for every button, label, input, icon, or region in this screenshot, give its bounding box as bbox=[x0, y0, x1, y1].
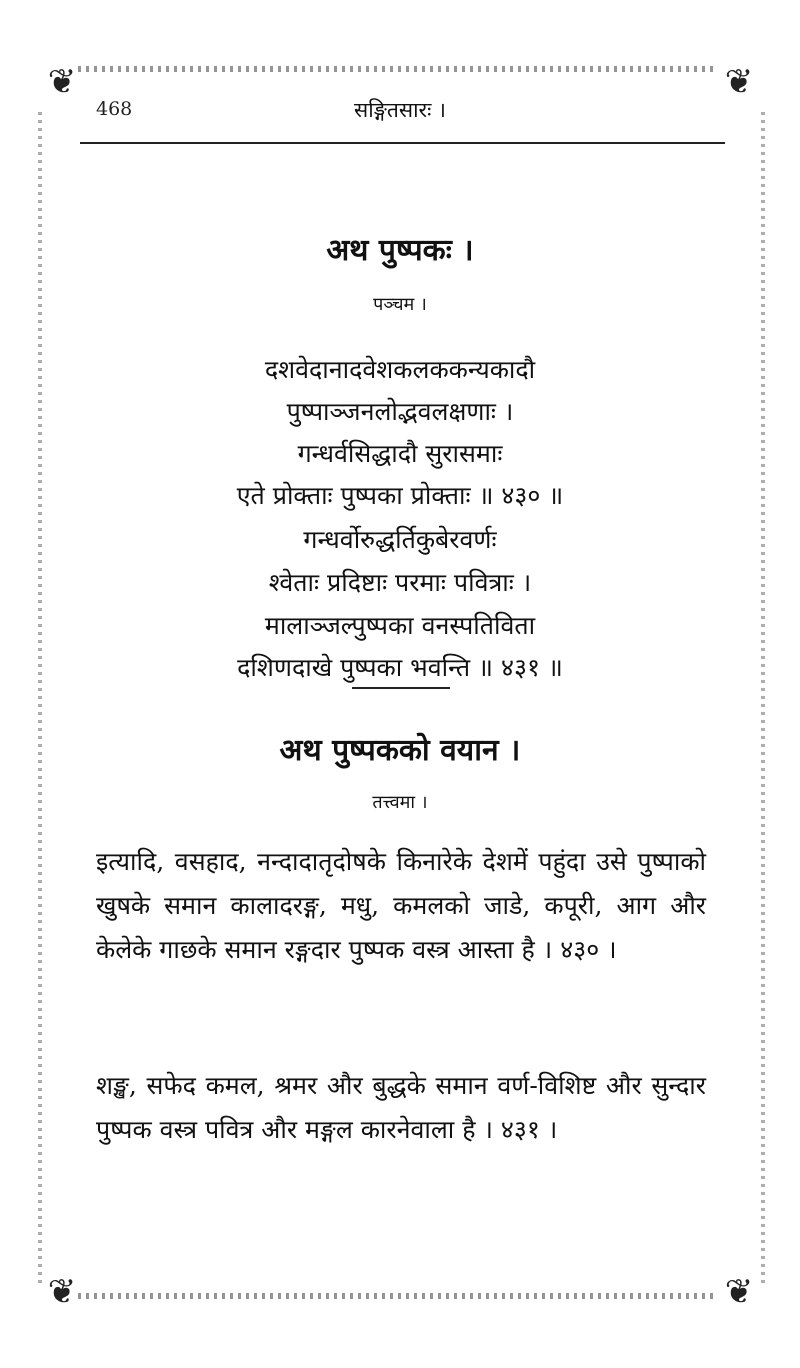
meter-label: पञ्चम । bbox=[373, 294, 427, 315]
corner-ornament-icon: ❦ bbox=[724, 1272, 754, 1312]
meter-label: तत्त्वमा । bbox=[372, 792, 428, 813]
section-divider bbox=[352, 687, 450, 689]
corner-ornament-icon: ❦ bbox=[47, 1272, 77, 1312]
verse-line: मालाञ्जल्पुष्पका वनस्पतिविता bbox=[264, 611, 536, 640]
verse-line: श्वेताः प्रदिष्टाः परमाः पवित्राः । bbox=[268, 568, 532, 597]
header-rule bbox=[80, 142, 725, 144]
decorative-border-top bbox=[78, 66, 718, 72]
verse-line: गन्धर्वसिद्धादौ सुरासमाः bbox=[297, 439, 503, 468]
verse-line: दशवेदानादवेशकलककन्यकादौ bbox=[264, 355, 536, 384]
corner-ornament-icon: ❦ bbox=[47, 62, 77, 102]
section-title: अथ पुष्पकः । bbox=[326, 233, 474, 268]
section-title: अथ पुष्पकको वयान । bbox=[279, 733, 521, 768]
decorative-border-right bbox=[761, 112, 765, 1287]
commentary-paragraph: शङ्ख, सफेद कमल, श्रमर और बुद्धके समान वर्ण-विशिष्ट और सुन्दार पुष्पक वस्त्र पवित्र और मङ्गल कारनेवाला है । ४३१ । bbox=[96, 1071, 706, 1144]
verse-line: गन्धर्वोरुद्धर्तिकुबेरवर्णः bbox=[303, 525, 497, 554]
corner-ornament-icon: ❦ bbox=[724, 62, 754, 102]
verse-line: पुष्पाञ्जनलोद्भवलक्षणाः । bbox=[286, 397, 514, 426]
running-title: सङ्गितसारः । bbox=[354, 98, 446, 122]
decorative-border-left bbox=[38, 112, 42, 1287]
commentary-paragraph: इत्यादि, वसहाद, नन्दादातृदोषके किनारेके देशमें पहुंदा उसे पुष्पाको खुषके समान कालादरङ्ग, मधु, कमलको जाडे, कपूरी, आग और केलेके गाछके समान रङ्गदार पुष्पक वस्त्र आस्ता है । ४३० । bbox=[96, 847, 706, 964]
decorative-border-bottom bbox=[78, 1293, 718, 1299]
verse-line: एते प्रोक्ताः पुष्पका प्रोक्ताः ॥ ४३० ॥ bbox=[236, 481, 564, 510]
verse-line: दशिणदाखे पुष्पका भवन्ति ॥ ४३१ ॥ bbox=[237, 653, 563, 682]
page-number: 468 bbox=[96, 98, 133, 120]
